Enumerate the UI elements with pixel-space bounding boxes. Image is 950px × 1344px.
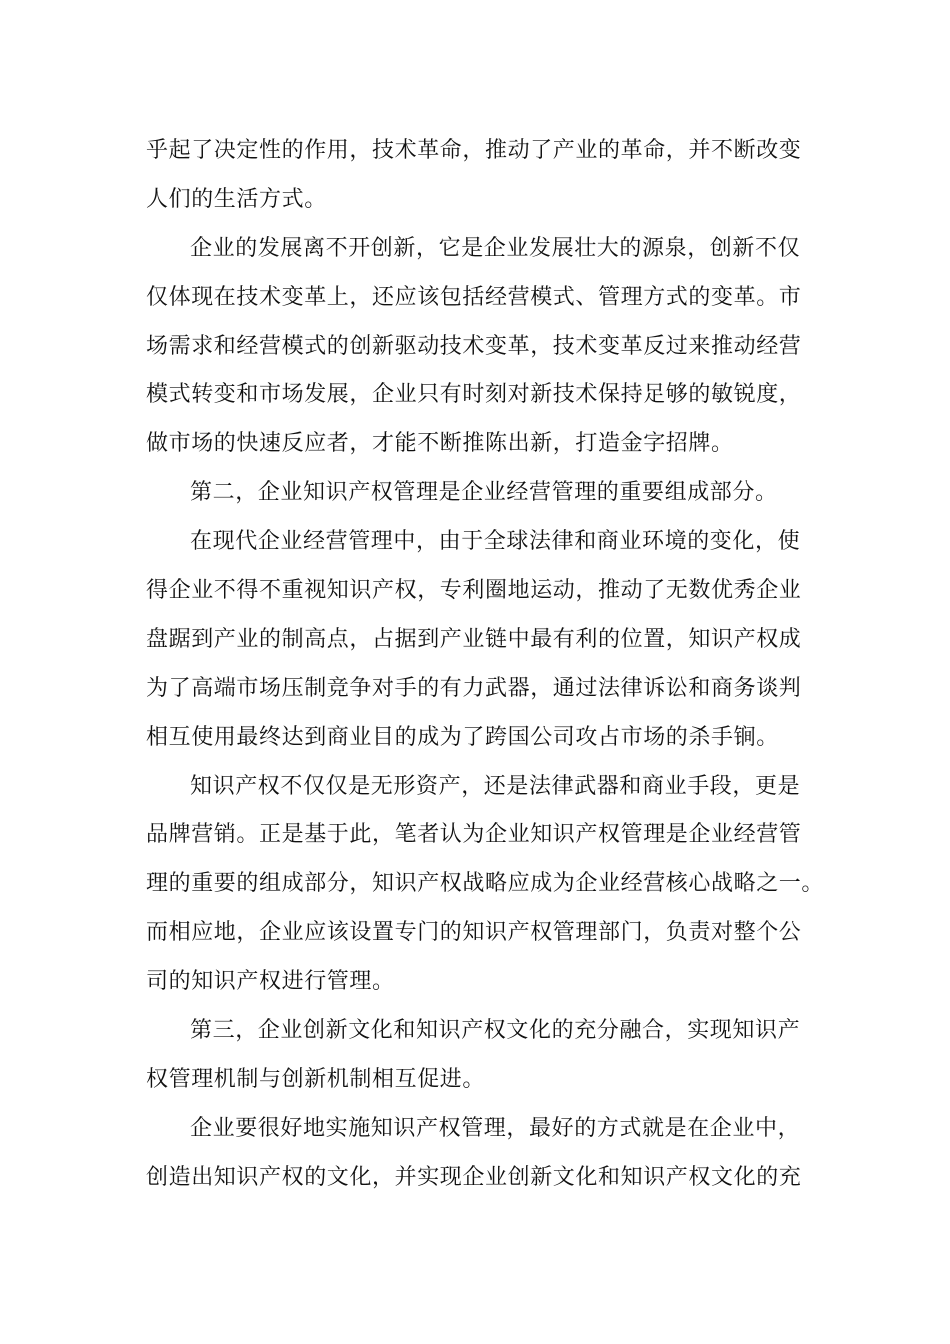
text-line: 做市场的快速反应者，才能不断推陈出新，打造金字招牌。 [146, 431, 734, 457]
text-line: 模式转变和市场发展，企业只有时刻对新技术保持足够的敏锐度， [146, 382, 802, 408]
text-line: 企业要很好地实施知识产权管理，最好的方式就是在企业中， [190, 1115, 801, 1141]
text-line: 第二，企业知识产权管理是企业经营管理的重要组成部分。 [190, 480, 778, 506]
text-line: 创造出知识产权的文化，并实现企业创新文化和知识产权文化的充 [146, 1164, 802, 1190]
text-line: 司的知识产权进行管理。 [146, 969, 395, 995]
body-text [146, 127, 826, 1203]
text-line: 为了高端市场压制竞争对手的有力武器，通过法律诉讼和商务谈判 [146, 675, 802, 701]
text-line: 第三，企业创新文化和知识产权文化的充分融合，实现知识产 [190, 1018, 801, 1044]
text-line: 仅体现在技术变革上，还应该包括经营模式、管理方式的变革。市 [146, 284, 802, 310]
text-line: 权管理机制与创新机制相互促进。 [146, 1066, 486, 1092]
text-line: 得企业不得不重视知识产权，专利圈地运动，推动了无数优秀企业 [146, 578, 802, 604]
text-line: 理的重要的组成部分，知识产权战略应成为企业经营核心战略之一。 [146, 871, 825, 897]
text-line: 知识产权不仅仅是无形资产，还是法律武器和商业手段，更是 [190, 773, 801, 799]
text-line: 乎起了决定性的作用，技术革命，推动了产业的革命，并不断改变 [146, 138, 802, 163]
text-line: 品牌营销。正是基于此，笔者认为企业知识产权管理是企业经营管 [146, 822, 802, 848]
text-line: 相互使用最终达到商业目的成为了跨国公司攻占市场的杀手锏。 [146, 724, 779, 750]
text-line: 而相应地，企业应该设置专门的知识产权管理部门，负责对整个公 [146, 920, 802, 946]
text-line: 场需求和经营模式的创新驱动技术变革，技术变革反过来推动经营 [146, 333, 802, 359]
text-line: 企业的发展离不开创新，它是企业发展壮大的源泉，创新不仅 [190, 235, 801, 261]
text-line: 盘踞到产业的制高点，占据到产业链中最有利的位置，知识产权成 [146, 626, 802, 652]
text-line: 在现代企业经营管理中，由于全球法律和商业环境的变化，使 [190, 529, 801, 555]
text-line: 人们的生活方式。 [146, 186, 327, 212]
